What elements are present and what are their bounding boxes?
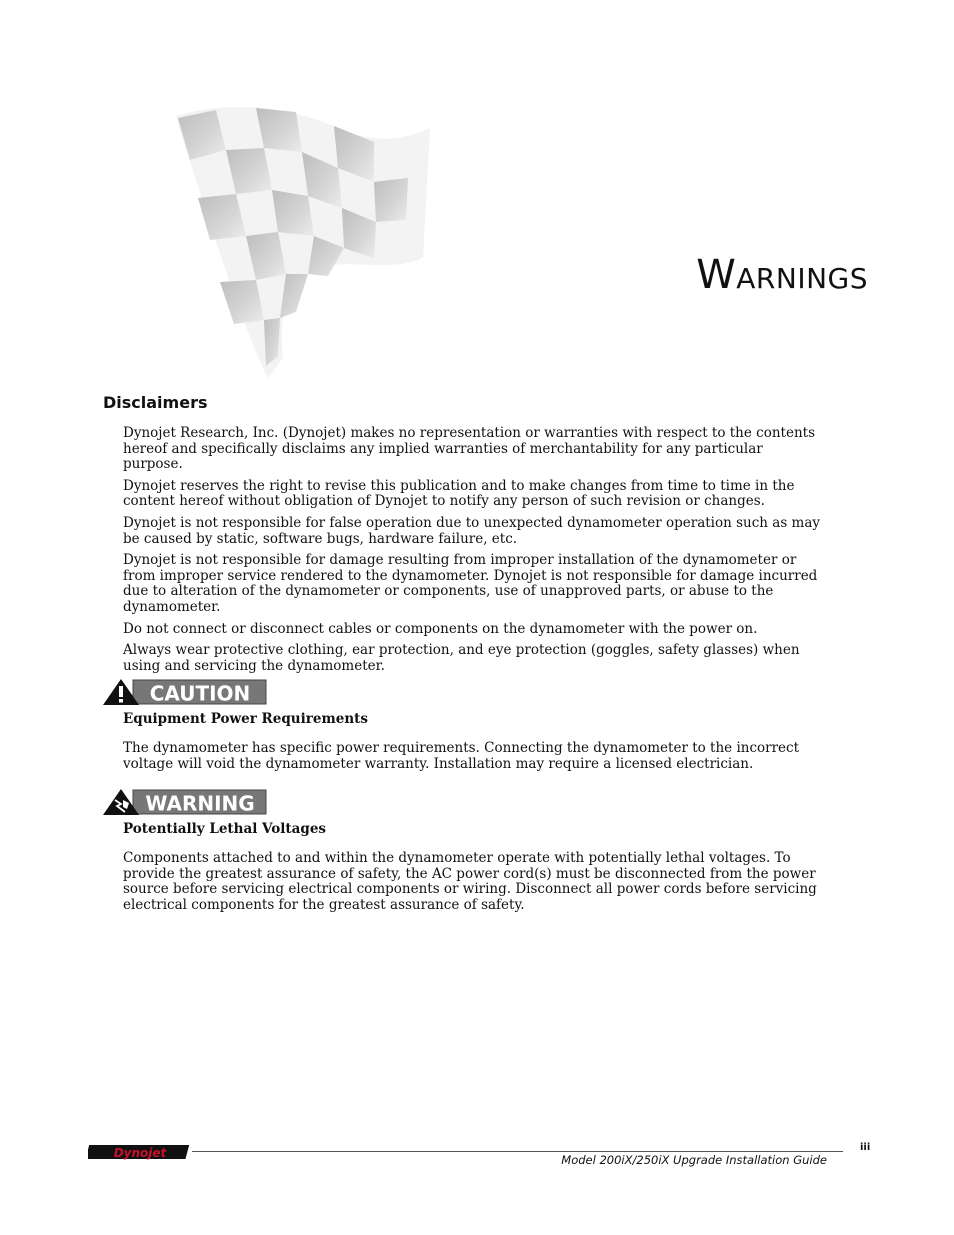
warning-text: Components attached to and within the dynamometer operate with potentially lethal voltages. To provide the greatest assurance of safety, the AC power cord(s) must be disconnected from the power source before servicing electrical components or wiring. Disconnect all power cords before servicing electrical components for the greatest assurance of safety. — [123, 850, 817, 913]
disclaimer-paragraph: Dynojet Research, Inc. (Dynojet) makes no representation or warranties with respect to the contents hereof and specifically disclaims any implied warranties of merchantability for any particular purpose. — [123, 425, 815, 473]
checkered-flag-icon — [168, 98, 438, 383]
warning-badge — [103, 787, 267, 817]
caution-badge-text: CAUTION — [149, 681, 251, 706]
caution-badge — [103, 677, 267, 707]
footer-divider — [192, 1151, 843, 1152]
disclaimer-paragraph: Dynojet is not responsible for false operation due to unexpected dynamometer operation such as may be caused by static, software bugs, hardware failure, etc. — [123, 514, 821, 547]
disclaimer-paragraph: Dynojet reserves the right to revise this publication and to make changes from time to time in the content hereof without obligation of Dynojet to notify any person of such revision or changes. — [123, 477, 795, 510]
caution-callout — [103, 677, 823, 772]
warning-callout — [103, 787, 823, 913]
warning-badge-text: WARNING — [145, 791, 255, 816]
warning-label: Potentially Lethal Voltages — [123, 821, 327, 837]
disclaimer-paragraph: Always wear protective clothing, ear protection, and eye protection (goggles, safety glasses) when using and servicing the dynamometer. — [123, 642, 800, 674]
section-heading-disclaimers: Disclaimers — [103, 393, 208, 412]
page-title: Warnings — [696, 252, 868, 298]
footer-guide-title: Model 200iX/250iX Upgrade Installation Guide — [561, 1153, 827, 1167]
disclaimer-paragraph: Dynojet is not responsible for damage resulting from improper installation of the dynamometer or from improper service rendered to the dynamometer. Dynojet is not responsible for damage incurred due to alteration of the dynamometer or components, use of unapproved parts, or abuse to the dynamometer. — [123, 552, 818, 615]
disclaimer-paragraph: Do not connect or disconnect cables or components on the dynamometer with the power on. — [123, 620, 758, 637]
caution-text: The dynamometer has specific power requirements. Connecting the dynamometer to the incorrect voltage will void the dynamometer warranty. Installation may require a licensed electrician. — [123, 740, 800, 772]
dynojet-logo — [88, 1142, 192, 1162]
dynojet-logo-text: Dynojet — [113, 1146, 167, 1160]
page-number: iii — [860, 1142, 871, 1153]
caution-label: Equipment Power Requirements — [123, 711, 368, 727]
disclaimers-list — [123, 426, 823, 680]
